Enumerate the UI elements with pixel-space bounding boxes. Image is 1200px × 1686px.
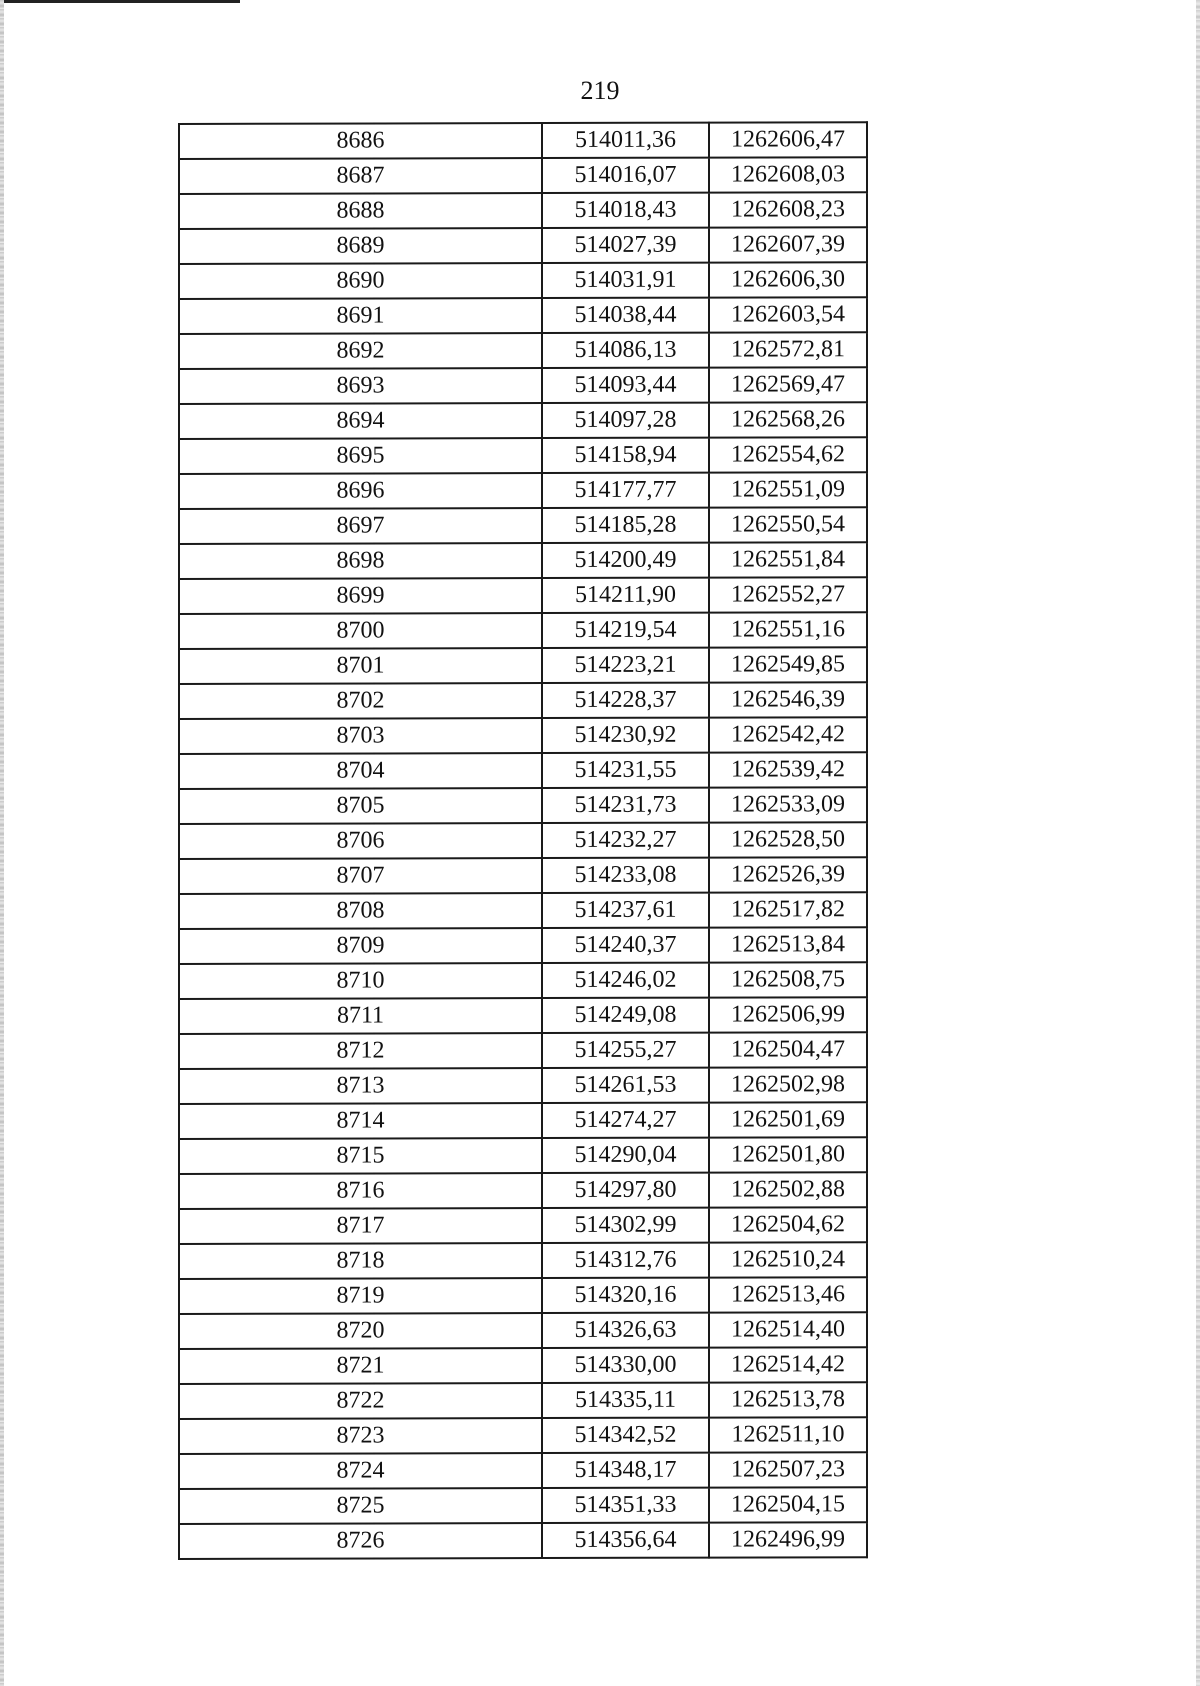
x-coordinate-cell: 514018,43 [542, 193, 709, 228]
y-coordinate-cell: 1262608,03 [709, 157, 867, 192]
x-coordinate-cell: 514237,61 [542, 893, 709, 928]
x-coordinate-cell: 514097,28 [542, 403, 709, 438]
x-coordinate-cell: 514027,39 [542, 228, 709, 263]
y-coordinate-cell: 1262606,47 [709, 122, 867, 157]
table-row [179, 577, 867, 614]
point-number-cell: 8708 [179, 893, 542, 929]
y-coordinate-cell: 1262508,75 [709, 962, 867, 997]
x-coordinate-cell: 514312,76 [542, 1243, 709, 1278]
table-row [179, 1417, 867, 1454]
x-coordinate-cell: 514038,44 [542, 298, 709, 333]
table-row [179, 472, 867, 509]
table-row [179, 1312, 867, 1349]
y-coordinate-cell: 1262568,26 [709, 402, 867, 437]
table-row [179, 1102, 867, 1139]
table-row [179, 1277, 867, 1314]
x-coordinate-cell: 514016,07 [542, 158, 709, 193]
y-coordinate-cell: 1262511,10 [709, 1417, 867, 1452]
x-coordinate-cell: 514031,91 [542, 263, 709, 298]
table-row [179, 1137, 867, 1174]
table-row [179, 1452, 867, 1489]
y-coordinate-cell: 1262501,69 [709, 1102, 867, 1137]
point-number-cell: 8716 [179, 1173, 542, 1209]
x-coordinate-cell: 514086,13 [542, 333, 709, 368]
x-coordinate-cell: 514228,37 [542, 683, 709, 718]
point-number-cell: 8706 [179, 823, 542, 859]
y-coordinate-cell: 1262502,88 [709, 1172, 867, 1207]
point-number-cell: 8714 [179, 1103, 542, 1139]
table-row [179, 1242, 867, 1279]
x-coordinate-cell: 514219,54 [542, 613, 709, 648]
point-number-cell: 8726 [179, 1523, 542, 1559]
x-coordinate-cell: 514223,21 [542, 648, 709, 683]
point-number-cell: 8702 [179, 683, 542, 719]
y-coordinate-cell: 1262554,62 [709, 437, 867, 472]
x-coordinate-cell: 514185,28 [542, 508, 709, 543]
table-row [179, 192, 867, 229]
x-coordinate-cell: 514320,16 [542, 1278, 709, 1313]
x-coordinate-cell: 514177,77 [542, 473, 709, 508]
point-number-cell: 8713 [179, 1068, 542, 1104]
x-coordinate-cell: 514246,02 [542, 963, 709, 998]
x-coordinate-cell: 514231,73 [542, 788, 709, 823]
point-number-cell: 8693 [179, 368, 542, 404]
point-number-cell: 8715 [179, 1138, 542, 1174]
y-coordinate-cell: 1262504,47 [709, 1032, 867, 1067]
point-number-cell: 8721 [179, 1348, 542, 1384]
page-number: 219 [580, 76, 620, 105]
x-coordinate-cell: 514158,94 [542, 438, 709, 473]
y-coordinate-cell: 1262607,39 [709, 227, 867, 262]
point-number-cell: 8710 [179, 963, 542, 999]
y-coordinate-cell: 1262504,62 [709, 1207, 867, 1242]
table-row [179, 1382, 867, 1419]
y-coordinate-cell: 1262528,50 [709, 822, 867, 857]
x-coordinate-cell: 514232,27 [542, 823, 709, 858]
y-coordinate-cell: 1262504,15 [709, 1487, 867, 1522]
x-coordinate-cell: 514211,90 [542, 578, 709, 613]
table-row [179, 1067, 867, 1104]
y-coordinate-cell: 1262549,85 [709, 647, 867, 682]
y-coordinate-cell: 1262517,82 [709, 892, 867, 927]
point-number-cell: 8707 [179, 858, 542, 894]
x-coordinate-cell: 514233,08 [542, 858, 709, 893]
point-number-cell: 8711 [179, 998, 542, 1034]
point-number-cell: 8699 [179, 578, 542, 614]
y-coordinate-cell: 1262572,81 [709, 332, 867, 367]
table-row [179, 787, 867, 824]
table-row [179, 892, 867, 929]
x-coordinate-cell: 514330,00 [542, 1348, 709, 1383]
x-coordinate-cell: 514351,33 [542, 1488, 709, 1523]
scan-edge-right [1196, 0, 1200, 1686]
x-coordinate-cell: 514335,11 [542, 1383, 709, 1418]
y-coordinate-cell: 1262513,84 [709, 927, 867, 962]
x-coordinate-cell: 514290,04 [542, 1138, 709, 1173]
table-row [179, 857, 867, 894]
point-number-cell: 8700 [179, 613, 542, 649]
table-row [179, 717, 867, 754]
point-number-cell: 8701 [179, 648, 542, 684]
table-row [179, 612, 867, 649]
point-number-cell: 8704 [179, 753, 542, 789]
x-coordinate-cell: 514302,99 [542, 1208, 709, 1243]
table-row [179, 997, 867, 1034]
table-row [179, 227, 867, 264]
table-row [179, 752, 867, 789]
y-coordinate-cell: 1262551,09 [709, 472, 867, 507]
y-coordinate-cell: 1262546,39 [709, 682, 867, 717]
x-coordinate-cell: 514326,63 [542, 1313, 709, 1348]
table-row [179, 1032, 867, 1069]
y-coordinate-cell: 1262501,80 [709, 1137, 867, 1172]
point-number-cell: 8691 [179, 298, 542, 334]
table-row [179, 262, 867, 299]
x-coordinate-cell: 514261,53 [542, 1068, 709, 1103]
x-coordinate-cell: 514011,36 [542, 123, 709, 158]
table-row [179, 927, 867, 964]
y-coordinate-cell: 1262496,99 [709, 1522, 867, 1557]
point-number-cell: 8709 [179, 928, 542, 964]
y-coordinate-cell: 1262507,23 [709, 1452, 867, 1487]
y-coordinate-cell: 1262552,27 [709, 577, 867, 612]
y-coordinate-cell: 1262569,47 [709, 367, 867, 402]
point-number-cell: 8720 [179, 1313, 542, 1349]
y-coordinate-cell: 1262514,40 [709, 1312, 867, 1347]
x-coordinate-cell: 514297,80 [542, 1173, 709, 1208]
table-row [179, 647, 867, 684]
y-coordinate-cell: 1262506,99 [709, 997, 867, 1032]
table-row [179, 542, 867, 579]
table-row [179, 437, 867, 474]
point-number-cell: 8695 [179, 438, 542, 474]
table-row [179, 297, 867, 334]
y-coordinate-cell: 1262542,42 [709, 717, 867, 752]
y-coordinate-cell: 1262502,98 [709, 1067, 867, 1102]
point-number-cell: 8694 [179, 403, 542, 439]
y-coordinate-cell: 1262550,54 [709, 507, 867, 542]
coordinates-table-body [179, 122, 867, 1559]
x-coordinate-cell: 514240,37 [542, 928, 709, 963]
x-coordinate-cell: 514093,44 [542, 368, 709, 403]
x-coordinate-cell: 514348,17 [542, 1453, 709, 1488]
point-number-cell: 8697 [179, 508, 542, 544]
point-number-cell: 8723 [179, 1418, 542, 1454]
x-coordinate-cell: 514231,55 [542, 753, 709, 788]
y-coordinate-cell: 1262551,84 [709, 542, 867, 577]
table-row [179, 1487, 867, 1524]
table-row [179, 1172, 867, 1209]
y-coordinate-cell: 1262526,39 [709, 857, 867, 892]
y-coordinate-cell: 1262539,42 [709, 752, 867, 787]
point-number-cell: 8725 [179, 1488, 542, 1524]
point-number-cell: 8696 [179, 473, 542, 509]
point-number-cell: 8690 [179, 263, 542, 299]
y-coordinate-cell: 1262514,42 [709, 1347, 867, 1382]
table-row [179, 122, 867, 159]
coordinates-table [178, 121, 868, 1560]
x-coordinate-cell: 514249,08 [542, 998, 709, 1033]
table-row [179, 1207, 867, 1244]
table-row [179, 962, 867, 999]
y-coordinate-cell: 1262513,78 [709, 1382, 867, 1417]
table-row [179, 1522, 867, 1559]
y-coordinate-cell: 1262606,30 [709, 262, 867, 297]
x-coordinate-cell: 514200,49 [542, 543, 709, 578]
point-number-cell: 8724 [179, 1453, 542, 1489]
point-number-cell: 8718 [179, 1243, 542, 1279]
table-row [179, 682, 867, 719]
scan-edge-top [0, 0, 240, 3]
point-number-cell: 8705 [179, 788, 542, 824]
point-number-cell: 8703 [179, 718, 542, 754]
point-number-cell: 8688 [179, 193, 542, 229]
y-coordinate-cell: 1262533,09 [709, 787, 867, 822]
point-number-cell: 8722 [179, 1383, 542, 1419]
y-coordinate-cell: 1262608,23 [709, 192, 867, 227]
table-row [179, 332, 867, 369]
point-number-cell: 8698 [179, 543, 542, 579]
point-number-cell: 8719 [179, 1278, 542, 1314]
table-row [179, 367, 867, 404]
point-number-cell: 8689 [179, 228, 542, 264]
x-coordinate-cell: 514230,92 [542, 718, 709, 753]
scan-edge-left [0, 0, 4, 1686]
table-row [179, 507, 867, 544]
table-row [179, 157, 867, 194]
point-number-cell: 8692 [179, 333, 542, 369]
x-coordinate-cell: 514255,27 [542, 1033, 709, 1068]
x-coordinate-cell: 514356,64 [542, 1523, 709, 1558]
x-coordinate-cell: 514342,52 [542, 1418, 709, 1453]
point-number-cell: 8687 [179, 158, 542, 194]
y-coordinate-cell: 1262603,54 [709, 297, 867, 332]
point-number-cell: 8717 [179, 1208, 542, 1244]
y-coordinate-cell: 1262513,46 [709, 1277, 867, 1312]
point-number-cell: 8686 [179, 123, 542, 159]
x-coordinate-cell: 514274,27 [542, 1103, 709, 1138]
table-row [179, 1347, 867, 1384]
table-row [179, 822, 867, 859]
y-coordinate-cell: 1262551,16 [709, 612, 867, 647]
table-row [179, 402, 867, 439]
point-number-cell: 8712 [179, 1033, 542, 1069]
y-coordinate-cell: 1262510,24 [709, 1242, 867, 1277]
